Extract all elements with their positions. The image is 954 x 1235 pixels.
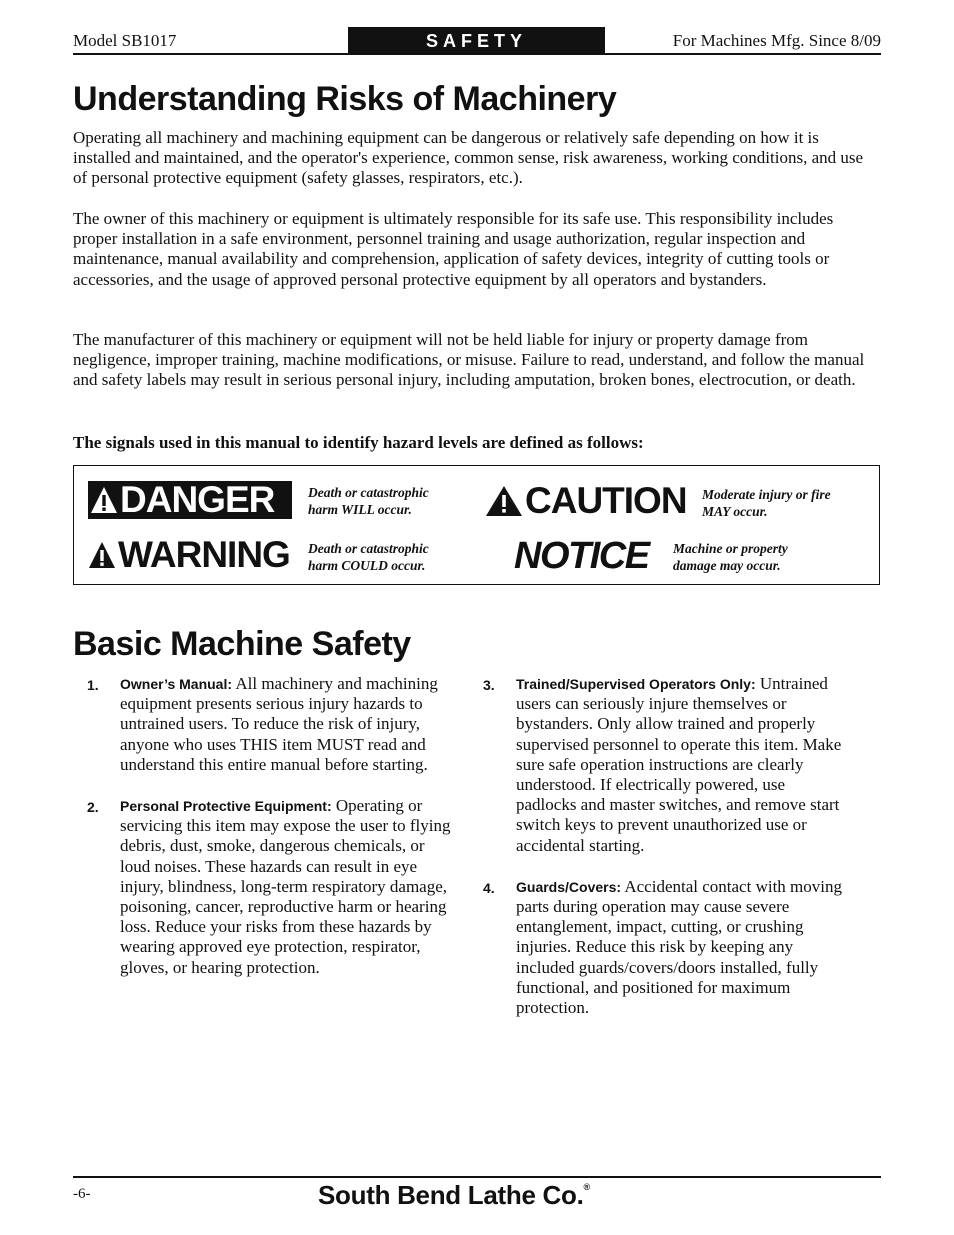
list-item — [73, 674, 453, 775]
item-text: Untrained users can seriously injure themselves or bystanders. Only allow trained and properly supervised personnel to operate this item. Make sure safe operation instructions are clearly understood. If electrically powered, use padlocks and master switches, and remove start switch keys to prevent unauthorized use or accidental starting. — [516, 674, 842, 855]
risks-paragraph-3: The manufacturer of this machinery or equipment will not be held liable for injury or property damage from negligence, improper training, machine modifications, or misuse. Failure to read, understand, and follow the manual and safety labels may result in serious personal injury, including amputation, broken bones, electrocution, or death. — [73, 330, 865, 390]
risks-paragraph-1: Operating all machinery and machining equipment can be dangerous or relatively safe depending on how it is installed and maintained, and the operator's experience, common sense, risk awareness, working conditions, and use of personal protective equipment (safety glasses, respirators, etc.). — [73, 128, 864, 188]
danger-badge — [88, 481, 292, 519]
item-number: 2. — [87, 799, 99, 816]
page-header — [73, 27, 881, 54]
basic-safety-title: Basic Machine Safety — [73, 625, 411, 663]
warning-description-line-2: harm COULD occur. — [308, 558, 426, 573]
item-lead: Trained/Supervised Operators Only: — [516, 676, 756, 692]
warning-badge — [88, 536, 290, 574]
item-number: 1. — [87, 677, 99, 693]
page-number: -6- — [73, 1186, 91, 1202]
notice-badge — [514, 537, 649, 575]
caution-badge — [485, 482, 687, 520]
section-tab: SAFETY — [348, 27, 605, 54]
danger-label: DANGER — [120, 479, 275, 520]
danger-description — [308, 484, 429, 518]
header-rule — [73, 53, 881, 55]
notice-description — [673, 540, 788, 574]
risks-paragraph-2: The owner of this machinery or equipment is ultimately responsible for its safe use. This responsibility includes proper installation in a safe environment, personnel training and usage authorization, regular inspection and maintenance, manual availability and comprehension, application of safety devices, integrity of cutting tools or accessories, and the usage of approved personal protective equipment by all operators and bystanders. — [73, 209, 834, 289]
page-footer — [73, 1176, 881, 1216]
warning-label: WARNING — [118, 534, 290, 575]
safety-list-left — [73, 674, 453, 999]
item-lead: Personal Protective Equipment: — [120, 798, 332, 815]
caution-description — [702, 486, 831, 520]
signals-intro: The signals used in this manual to identify hazard levels are defined as follows: — [73, 433, 644, 452]
warning-description — [308, 540, 429, 574]
notice-description-line-2: damage may occur. — [673, 558, 781, 573]
caution-triangle-icon — [485, 485, 523, 517]
item-number: 4. — [483, 879, 495, 896]
caution-label: CAUTION — [525, 480, 687, 521]
item-number: 3. — [483, 677, 495, 693]
danger-warning-triangle-icon — [90, 485, 118, 515]
notice-label: NOTICE — [514, 535, 649, 577]
risks-title: Understanding Risks of Machinery — [73, 80, 617, 118]
footer-rule — [73, 1176, 881, 1178]
warning-triangle-icon — [88, 540, 116, 570]
registered-mark: ® — [583, 1182, 590, 1192]
item-lead: Owner’s Manual: — [120, 676, 233, 692]
item-text: Operating or servicing this item may expose the user to flying debris, dust, smoke, dangerous chemicals, or loud noises. These hazards can result in eye injury, blindness, long-term respiratory damage, poisoning, cancer, reproductive harm or hearing loss. Reduce your risks from these hazards by wearing approved eye protection, respirator, gloves, or hearing protection. — [120, 796, 451, 977]
list-item — [469, 877, 849, 1018]
model-number: Model SB1017 — [73, 31, 177, 50]
item-text: Accidental contact with moving parts during operation may cause severe entanglement, impact, cutting, or crushing injuries. Reduce this risk by keeping any included guards/covers/doors installed, fully functional, and positioned for maximum protection. — [516, 876, 842, 1018]
item-lead: Guards/Covers: — [516, 878, 622, 895]
brand-logo — [318, 1180, 590, 1211]
list-item — [73, 796, 453, 978]
warning-description-line-1: Death or catastrophic — [308, 541, 429, 556]
list-item — [469, 674, 849, 856]
item-text: All machinery and machining equipment presents serious injury hazards to untrained users. To reduce the risk of injury, anyone who uses THIS item MUST read and understand this entire manual before starting. — [120, 674, 438, 774]
notice-description-line-1: Machine or property — [673, 541, 788, 556]
caution-description-line-2: MAY occur. — [702, 504, 768, 519]
manufacture-date: For Machines Mfg. Since 8/09 — [672, 31, 881, 50]
safety-list-right — [469, 674, 849, 1039]
signal-definitions-box — [73, 465, 880, 585]
danger-description-line-1: Death or catastrophic — [308, 485, 429, 500]
danger-description-line-2: harm WILL occur. — [308, 502, 412, 517]
caution-description-line-1: Moderate injury or fire — [702, 487, 831, 502]
brand-name: South Bend Lathe Co. — [318, 1180, 584, 1210]
